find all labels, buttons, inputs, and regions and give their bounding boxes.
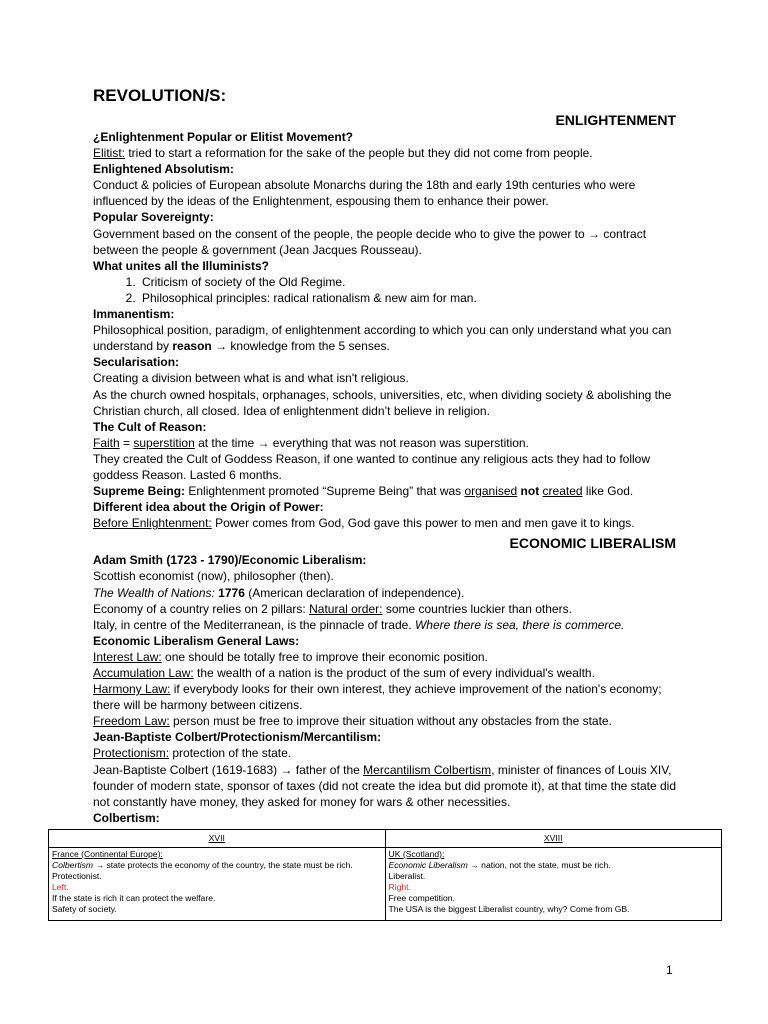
emphasis-not: not	[517, 484, 543, 499]
laws-heading: Economic Liberalism General Laws:	[93, 633, 300, 648]
text-span: at the time → everything that was not reason was superstition.	[194, 435, 529, 450]
cult-heading: The Cult of Reason:	[93, 419, 207, 434]
text-span: Economy of a country relies on 2 pillars:	[93, 601, 310, 616]
text-span: Jean-Baptiste Colbert (1619-1683) → father of the	[93, 762, 364, 777]
document-page	[93, 86, 676, 826]
illuminists-heading: What unites all the Illuminists?	[93, 258, 270, 273]
term-label: Natural order:	[309, 601, 383, 616]
origin-heading: Different idea about the Origin of Power:	[93, 500, 324, 515]
origin-paragraph	[93, 515, 676, 531]
emphasis-reason: reason	[172, 339, 212, 354]
cell-line	[389, 860, 719, 871]
term-label: Protectionism:	[93, 746, 170, 761]
immanentism-heading: Immanentism:	[93, 307, 175, 322]
section-heading-enlightenment: ENLIGHTENMENT	[555, 112, 676, 128]
text-span: → nation, not the state, must be rich.	[467, 860, 611, 870]
table-header-row	[49, 830, 722, 848]
text-span: Power comes from God, God gave this power to men and men gave it to kings.	[211, 516, 635, 531]
sovereignty-paragraph: Government based on the consent of the people, the people decide who to give the power to → contract between the people & government (Jean Jacques Rousseau).	[93, 226, 647, 257]
colbertism-heading: Colbertism:	[93, 810, 160, 825]
immanentism-paragraph	[93, 322, 676, 354]
cell-france	[49, 848, 386, 921]
colbert-paragraph	[93, 762, 676, 810]
quote: Where there is sea, there is commerce.	[414, 617, 625, 632]
term-economic-liberalism: Economic Liberalism	[388, 860, 468, 870]
text-span: the wealth of a nation is the product of the sum of every individual's wealth.	[193, 666, 595, 680]
cult-paragraph-2: They created the Cult of Goddess Reason, if one wanted to continue any religious acts they had to follow goddess Reason. Lasted 6 months.	[93, 451, 650, 482]
text-span: =	[119, 435, 134, 450]
interest-law-paragraph	[93, 649, 676, 665]
text-span: Enlightenment promoted “Supreme Being” that was	[185, 484, 465, 499]
colbertism-table	[48, 829, 722, 921]
list-item: 1. Criticism of society of the Old Regime.	[139, 274, 676, 290]
cell-line: Liberalist.	[388, 871, 426, 881]
term-label: Accumulation Law:	[93, 666, 194, 680]
cell-line: Safety of society.	[52, 904, 117, 914]
secularisation-heading: Secularisation:	[93, 355, 180, 370]
cell-line: France (Continental Europe):	[52, 849, 163, 859]
supreme-paragraph	[93, 483, 676, 499]
question-heading: ¿Enlightenment Popular or Elitist Movement?	[93, 130, 354, 144]
term-label: Interest Law:	[93, 649, 162, 664]
cell-line-left: Left.	[52, 882, 69, 892]
pillars-paragraph	[93, 601, 676, 617]
protectionism-paragraph	[93, 745, 676, 761]
term-created: created	[542, 484, 583, 499]
term-label: Elitist:	[93, 146, 126, 161]
italy-paragraph	[93, 617, 676, 633]
term-colbertism: Colbertism	[52, 860, 94, 870]
cell-line: Free competition.	[388, 893, 455, 903]
term-text: tried to start a reformation for the sake of the people but they did not come from people.	[125, 146, 593, 161]
cell-line: Protectionist.	[52, 871, 102, 881]
term-faith: Faith	[93, 435, 120, 450]
cult-paragraph-1	[93, 435, 676, 451]
secularisation-paragraph-1: Creating a division between what is and what isn't religious.	[93, 371, 409, 386]
freedom-law-paragraph	[93, 713, 676, 729]
cell-line: If the state is rich it can protect the welfare.	[52, 893, 216, 903]
sovereignty-heading: Popular Sovereignty:	[93, 210, 214, 225]
cell-uk	[385, 848, 722, 921]
text-span: one should be totally free to improve their economic position.	[161, 649, 488, 664]
cell-line: The USA is the biggest Liberalist country, why? Come from GB.	[388, 904, 630, 914]
text-span: like God.	[582, 484, 634, 499]
term-superstition: superstition	[133, 435, 195, 450]
text-span: → knowledge from the 5 senses.	[211, 339, 390, 354]
term-organised: organised	[464, 484, 518, 499]
section-heading-economic-liberalism: ECONOMIC LIBERALISM	[509, 535, 676, 552]
column-header-xviii: XVIII	[385, 830, 722, 848]
text-span: some countries luckier than others.	[382, 601, 572, 616]
term-label: Freedom Law:	[93, 714, 170, 729]
term-mercantilism: Mercantilism Colbertism	[363, 762, 492, 777]
harmony-law-paragraph	[93, 681, 676, 713]
term-label: Harmony Law:	[93, 682, 171, 697]
cell-line-right: Right.	[388, 882, 411, 892]
illuminists-list	[93, 274, 676, 306]
absolutism-paragraph: Conduct & policies of European absolute Monarchs during the 18th and early 19th centuries who were influenced by the ideas of the Enlightenment, espousing them to enhance their power.	[93, 178, 636, 209]
smith-heading: Adam Smith (1723 - 1790)/Economic Liberalism:	[93, 553, 367, 568]
column-header-xvii: XVII	[49, 830, 386, 848]
cell-line	[52, 860, 382, 871]
year: 1776	[214, 585, 245, 600]
wealth-paragraph	[93, 585, 676, 601]
elitist-paragraph	[93, 145, 676, 161]
book-title: The Wealth of Nations:	[93, 585, 215, 600]
text-span: if everybody looks for their own interest, they achieve improvement of the nation's economy; there will be harmony between citizens.	[93, 682, 662, 713]
absolutism-heading: Enlightened Absolutism:	[93, 162, 234, 177]
list-item: 2. Philosophical principles: radical rationalism & new aim for man.	[139, 290, 676, 306]
document-title: REVOLUTION/S:	[93, 86, 227, 105]
text-span: person must be free to improve their situation without any obstacles from the state.	[169, 714, 612, 729]
supreme-heading: Supreme Being:	[93, 484, 186, 499]
cell-line: UK (Scotland):	[388, 849, 445, 859]
page-number: 1	[666, 963, 673, 977]
term-label: Before Enlightenment:	[93, 516, 212, 531]
text-span: Philosophical position, paradigm, of enlightenment according to which you can only understand what you can understand by	[93, 323, 672, 354]
text-span: Italy, in centre of the Mediterranean, is the pinnacle of trade.	[93, 617, 415, 632]
accumulation-law-paragraph	[93, 665, 676, 681]
secularisation-paragraph-2: As the church owned hospitals, orphanages, schools, universities, etc, when dividing society & abolishing the Christian church, all closed. Idea of enlightenment didn’t believe in religion.	[93, 387, 672, 418]
text-span: , minister of finances of Louis XIV, founder of modern state, sponsor of taxes (did not create the idea but did promote it), at that time the state did not constantly have money, they asked for money for wars & other necessities.	[93, 762, 677, 809]
text-span: → state protects the economy of the country, the state must be rich.	[93, 860, 353, 870]
text-span: (American declaration of independence).	[244, 585, 465, 600]
colbert-heading: Jean-Baptiste Colbert/Protectionism/Mercantilism:	[93, 730, 382, 745]
text-span: protection of the state.	[169, 746, 292, 761]
smith-paragraph: Scottish economist (now), philosopher (then).	[93, 569, 334, 584]
table-row	[49, 848, 722, 921]
